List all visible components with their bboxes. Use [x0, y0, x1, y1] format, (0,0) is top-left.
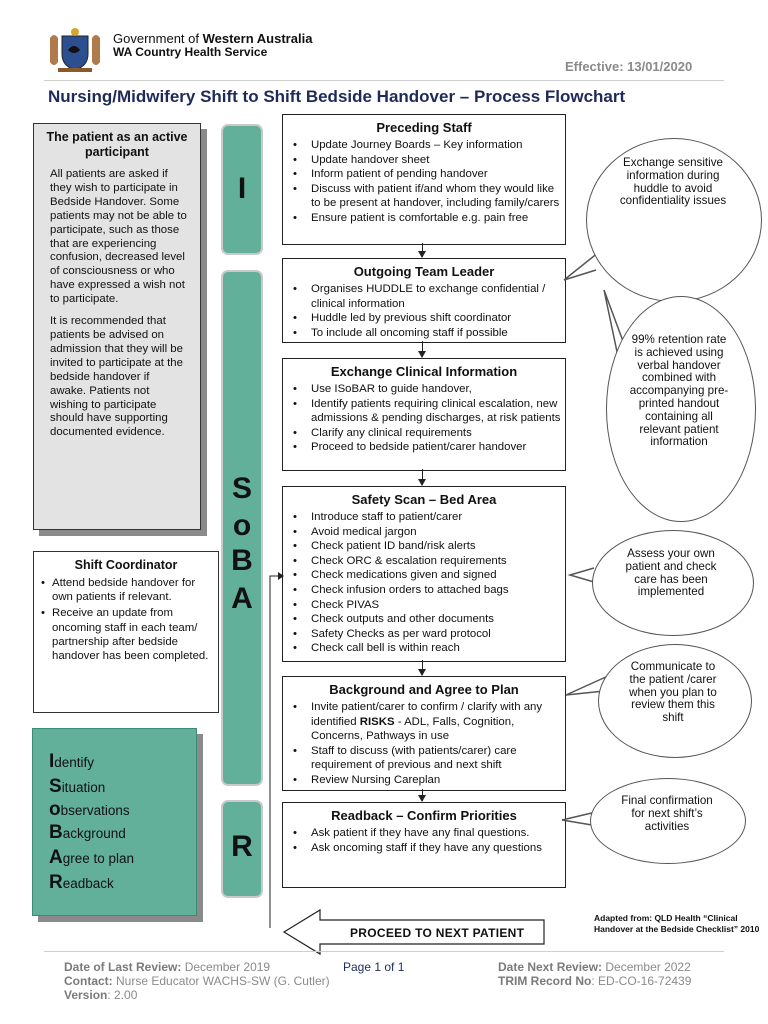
flow-box-list [283, 282, 565, 340]
list-item: • Update Journey Boards – Key information [311, 138, 561, 153]
patient-participant-box [33, 123, 201, 530]
last-review-date: Date of Last Review: December 2019 [64, 960, 271, 974]
shift-coordinator-title: Shift Coordinator [74, 558, 178, 572]
list-item: • Check ORC & escalation requirements [311, 554, 561, 569]
isobar-legend-box [32, 728, 197, 916]
bar-letter: A [231, 582, 253, 615]
list-item: • Update handover sheet [311, 153, 561, 168]
callout-bubble [606, 296, 756, 522]
isbar-bar-readback [221, 800, 263, 898]
list-item: • Check medications given and signed [311, 568, 561, 583]
list-item: • Clarify any clinical requirements [311, 426, 561, 441]
shift-coordinator-box [33, 551, 219, 713]
shift-coordinator-list [34, 576, 218, 663]
list-item: • Check call bell is within reach [311, 641, 561, 656]
callout-bubble [590, 778, 746, 864]
flow-box-list [283, 510, 565, 656]
list-item: • Proceed to bedside patient/carer handover [311, 440, 561, 455]
header-divider [44, 80, 724, 81]
callout-bubble [598, 644, 752, 758]
flow-box-exchange-clinical-information [282, 358, 566, 471]
flow-box-title: Exchange Clinical Information [330, 364, 518, 379]
isbar-bar-identify [221, 124, 263, 255]
health-service-name: WA Country Health Service [113, 45, 268, 59]
flow-arrow [422, 243, 423, 257]
list-item: • Staff to discuss (with patients/carer) care requirement of previous and next shift [311, 744, 561, 773]
callout-text: Communicate to the patient /carer when you plan to review them this shift [629, 660, 717, 725]
flow-arrow [422, 660, 423, 675]
list-item: • Receive an update from oncoming staff in each team/ partnership after bedside handover has been completed. [52, 606, 212, 663]
list-item: • Organises HUDDLE to exchange confidential / clinical information [311, 282, 561, 311]
proceed-to-next-patient-label: PROCEED TO NEXT PATIENT [350, 926, 525, 940]
isobar-row: Background [49, 822, 126, 843]
callout-bubble [592, 530, 754, 636]
loop-connector [262, 570, 286, 940]
bar-letter: S [231, 472, 252, 505]
list-item: • Review Nursing Careplan [311, 773, 561, 788]
isobar-row: Agree to plan [49, 847, 135, 868]
callout-text: Final confirmation for next shift’s activities [621, 794, 713, 833]
isobar-row: Identify [49, 751, 95, 772]
list-item: • Attend bedside handover for own patients if relevant. [52, 576, 212, 604]
list-item: • Discuss with patient if/and whom they would like to be present at handover, including family/carers [311, 182, 561, 211]
list-item: • Check PIVAS [311, 598, 561, 613]
footer-divider [44, 951, 724, 952]
flow-box-outgoing-team-leader [282, 258, 566, 343]
flow-box-title: Safety Scan – Bed Area [351, 492, 497, 507]
list-item: • Identify patients requiring clinical escalation, new admissions & pending discharges, at risk patients [311, 397, 561, 426]
callout-text: Assess your own patient and check care has been implemented [625, 547, 717, 599]
bar-letter: R [231, 830, 253, 863]
flow-box-readback [282, 802, 566, 888]
flow-box-background-agree-plan [282, 676, 566, 791]
patient-box-paragraph-1: All patients are asked if they wish to participate in Bedside Handover. Some patients may not be able to participate, such as those that are experiencing confusion, decreased level of consciousness or who have expressed a wish not to participate. [50, 168, 187, 306]
flow-box-title: Readback – Confirm Priorities [331, 808, 517, 823]
flow-arrow [422, 469, 423, 485]
adapted-from-note: Adapted from: QLD Health “Clinical Handover at the Bedside Checklist” 2010 [594, 913, 760, 934]
list-item: • Check patient ID band/risk alerts [311, 539, 561, 554]
isobar-row: Situation [49, 776, 106, 797]
wa-crest-logo [44, 24, 106, 74]
list-item: • Check outputs and other documents [311, 612, 561, 627]
version-info: Version: 2.00 [64, 988, 138, 1002]
callout-bubble [586, 138, 762, 302]
list-item: • Introduce staff to patient/carer [311, 510, 561, 525]
patient-box-paragraph-2: It is recommended that patients be advised on admission that they will be invited to participate at the bedside handover if awake. Patients not wishing to participate should have supporting documented evidence. [50, 315, 183, 439]
bar-letter: B [231, 544, 253, 577]
list-item: • Avoid medical jargon [311, 525, 561, 540]
page-number: Page 1 of 1 [343, 960, 405, 974]
flow-box-title: Background and Agree to Plan [329, 682, 519, 697]
list-item: • To include all oncoming staff if possible [311, 326, 561, 341]
government-name: Government of Western Australia [113, 31, 313, 46]
list-item: • Huddle led by previous shift coordinator [311, 311, 561, 326]
page-title: Nursing/Midwifery Shift to Shift Bedside Handover – Process Flowchart [48, 87, 626, 106]
flow-box-title: Outgoing Team Leader [353, 264, 495, 279]
isobar-row: Readback [49, 872, 114, 893]
flow-arrow [422, 341, 423, 357]
flow-box-preceding-staff [282, 114, 566, 245]
callout-text: Exchange sensitive information during huddle to avoid confidentiality issues [619, 156, 727, 208]
flow-box-title: Preceding Staff [376, 120, 472, 135]
flow-box-list [283, 700, 565, 788]
list-item: • Invite patient/carer to confirm / clarify with any identified RISKS - ADL, Falls, Cognition, Concerns, Pathways in use [311, 700, 561, 744]
flow-box-safety-scan [282, 486, 566, 662]
list-item: • Ensure patient is comfortable e.g. pain free [311, 211, 561, 226]
flow-box-list [283, 138, 565, 226]
next-review-date: Date Next Review: December 2022 [498, 960, 691, 974]
bar-letter: I [237, 172, 247, 205]
list-item: • Check infusion orders to attached bags [311, 583, 561, 598]
list-item: • Ask patient if they have any final questions. [311, 826, 561, 841]
flow-arrow [422, 789, 423, 801]
list-item: • Ask oncoming staff if they have any questions [311, 841, 561, 856]
isobar-row: observations [49, 799, 130, 820]
flow-box-list [283, 382, 565, 455]
bar-letter: o [232, 509, 252, 542]
effective-date: Effective: 13/01/2020 [565, 59, 693, 74]
list-item: • Inform patient of pending handover [311, 167, 561, 182]
trim-record-number: TRIM Record No: ED-CO-16-72439 [498, 974, 692, 988]
contact-info: Contact: Nurse Educator WACHS-SW (G. Cutler) [64, 974, 330, 988]
list-item: • Use ISoBAR to guide handover, [311, 382, 561, 397]
callout-text: 99% retention rate is achieved using verbal handover combined with accompanying pre-printed handout containing all relevant patient information [629, 333, 729, 449]
flow-box-list [283, 826, 565, 855]
isbar-bar-soba [221, 270, 263, 786]
patient-box-title: The patient as an active participant [46, 130, 188, 159]
list-item: • Safety Checks as per ward protocol [311, 627, 561, 642]
